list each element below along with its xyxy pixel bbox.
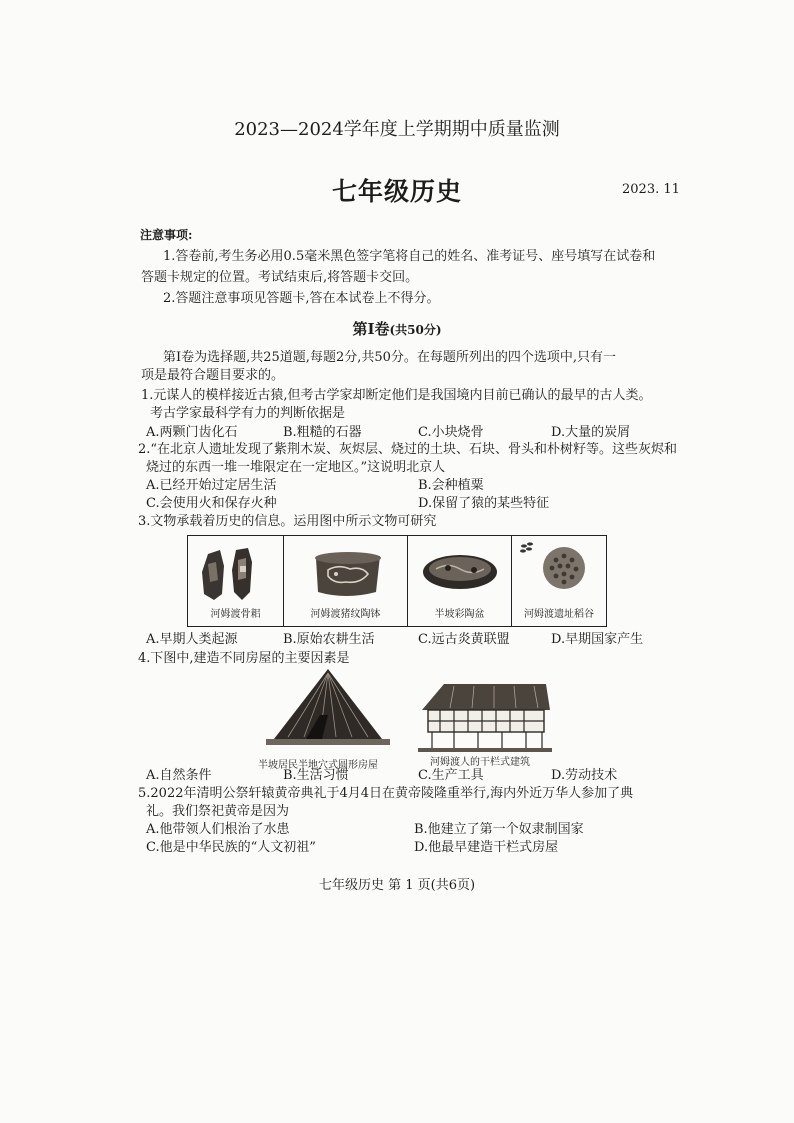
artifact-caption-4: 河姆渡遗址稻谷 (524, 609, 594, 620)
q4-option-d: D.劳动技术 (551, 768, 618, 783)
q5-option-d: D.他最早建造干栏式房屋 (414, 840, 559, 855)
q4-stem: 4.下图中,建造不同房屋的主要因素是 (138, 651, 350, 666)
q5-stem-line-2: 礼。我们祭祀黄帝是因为 (146, 804, 290, 819)
q3-option-a: A.早期人类起源 (146, 632, 238, 647)
artifact-cell-painted-basin (408, 536, 512, 626)
q1-stem-line-1: 1.元谋人的模样接近古猿,但考古学家却断定他们是我国境内目前已确认的最早的古人类。 (141, 388, 652, 403)
part-title (0, 318, 794, 339)
subject-title: 七年级历史 (331, 177, 462, 206)
q1-option-a: A.两颗门齿化石 (146, 425, 238, 440)
exam-title: 2023—2024学年度上学期期中质量监测 (234, 119, 560, 140)
q3-option-d: D.早期国家产生 (551, 632, 644, 647)
q5-option-b: B.他建立了第一个奴隶制国家 (414, 822, 584, 837)
q3-stem: 3.文物承载着历史的信息。运用图中所示文物可研究 (138, 514, 437, 529)
q5-stem-line-1: 5.2022年清明公祭轩辕黄帝典礼于4月4日在黄帝陵隆重举行,海内外近万华人参加了典 (138, 786, 634, 801)
notice-line-3: 2.答题注意事项见答题卡,答在本试卷上不得分。 (163, 291, 440, 306)
q4-option-a: A.自然条件 (146, 768, 212, 783)
q5-option-a: A.他带领人们根治了水患 (146, 822, 290, 837)
artifact-caption-2: 河姆渡猪纹陶钵 (310, 609, 381, 620)
notice-line-2: 答题卡规定的位置。考试结束后,将答题卡交回。 (141, 270, 419, 285)
q1-option-c: C.小块烧骨 (418, 425, 484, 440)
q5-option-c: C.他是中华民族的“人文初祖” (146, 840, 316, 855)
artifact-table (187, 535, 607, 627)
q2-stem-line-2: 烧过的东西一堆一堆限定在一定地区。”这说明北京人 (146, 460, 446, 475)
part-intro-line-1: 第Ⅰ卷为选择题,共25道题,每题2分,共50分。在每题所列出的四个选项中,只有一 (163, 350, 617, 365)
part-title-sub: (共50分) (389, 323, 442, 337)
house-caption-2: 河姆渡人的干栏式建筑 (430, 757, 530, 768)
q3-option-b: B.原始农耕生活 (283, 632, 375, 647)
artifact-cell-bone-si (188, 536, 284, 626)
q2-option-b: B.会种植粟 (418, 478, 484, 493)
artifact-cell-pig-bowl (284, 536, 408, 626)
exam-date: 2023. 11 (622, 182, 680, 197)
part-intro-line-2: 项是最符合题目要求的。 (141, 368, 285, 383)
q2-option-a: A.已经开始过定居生活 (146, 478, 277, 493)
hemudu-stilt-house-image (414, 678, 554, 754)
artifact-caption-3: 半坡彩陶盆 (434, 609, 485, 620)
q4-option-c: C.生产工具 (418, 768, 484, 783)
part-title-main: 第Ⅰ卷 (352, 320, 390, 338)
artifact-cell-rice (512, 536, 606, 626)
q1-stem-line-2: 考古学家最科学有力的判断依据是 (150, 406, 346, 421)
q1-option-b: B.粗糙的石器 (283, 425, 362, 440)
notice-title: 注意事项: (140, 228, 193, 242)
page-footer: 七年级历史 第 1 页(共6页) (318, 878, 476, 893)
q3-option-c: C.远古炎黄联盟 (418, 632, 510, 647)
notice-line-1: 1.答卷前,考生务必用0.5毫米黑色签字笔将自己的姓名、准考证号、座号填写在试卷和 (163, 249, 656, 264)
q2-stem-line-1: 2.“在北京人遗址发现了紫荆木炭、灰烬层、烧过的土块、石块、骨头和朴树籽等。这些灰烬和 (138, 442, 678, 457)
q2-option-c: C.会使用火和保存火种 (146, 496, 277, 511)
house-caption-1: 半坡居民半地穴式圆形房屋 (258, 760, 378, 771)
banpo-round-house-image (266, 665, 390, 753)
q2-option-d: D.保留了猿的某些特征 (418, 496, 550, 511)
artifact-caption-1: 河姆渡骨耜 (210, 609, 261, 620)
q1-option-d: D.大量的炭屑 (551, 425, 631, 440)
q4-option-b: B.生活习惯 (283, 768, 349, 783)
